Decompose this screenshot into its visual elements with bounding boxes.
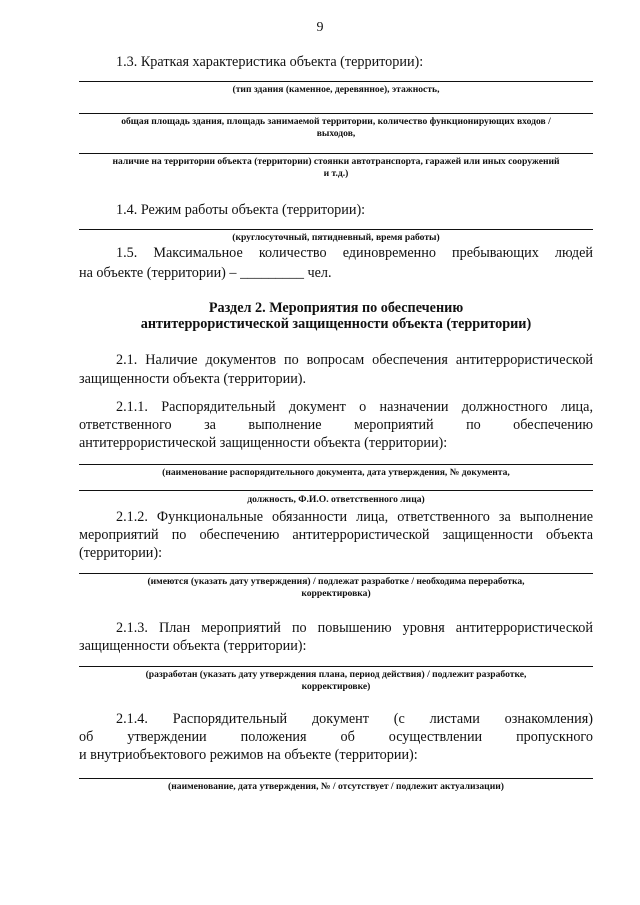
caption-plan-line2: корректировке)	[301, 681, 371, 692]
caption-area-line2: выходов,	[316, 128, 356, 139]
section-2-heading-line2: антитеррористической защищенности объекта (территории)	[140, 316, 532, 332]
caption-duties-line1: (имеются (указать дату утверждения) / подлежат разработке / необходима переработка,	[147, 576, 525, 587]
caption-duties-line2: корректировка)	[301, 588, 371, 599]
fill-line	[79, 229, 593, 230]
caption-work-mode: (круглосуточный, пятидневный, время работы)	[232, 232, 440, 243]
section-2-1-2-line1: 2.1.2. Функциональные обязанности лица, ответственного за выполнение	[116, 509, 593, 525]
section-2-1-3-line1: 2.1.3. План мероприятий по повышению уровня антитеррористической	[116, 620, 593, 636]
fill-line	[79, 153, 593, 154]
section-2-1-4-line2: об утверждении положения об осуществлении пропускного	[79, 729, 593, 745]
caption-order-doc: (наименование распорядительного документа, дата утверждения, № документа,	[162, 467, 510, 478]
section-1-5-line1: 1.5. Максимальное количество единовременно пребывающих людей	[116, 245, 593, 261]
caption-building-type: (тип здания (каменное, деревянное), этажность,	[232, 84, 440, 95]
caption-access-regime: (наименование, дата утверждения, № / отсутствует / подлежит актуализации)	[168, 781, 504, 792]
section-2-1-2-line2: мероприятий по обеспечению антитеррористической защищенности объекта	[79, 527, 593, 543]
fill-line	[79, 573, 593, 574]
fill-line	[79, 113, 593, 114]
section-2-1-line1: 2.1. Наличие документов по вопросам обеспечения антитеррористической	[116, 352, 593, 368]
caption-parking-line2: и т.д.)	[323, 168, 349, 179]
section-2-1-1-line2: ответственного за выполнение мероприятий по обеспечению	[79, 417, 593, 433]
fill-line	[79, 464, 593, 465]
section-2-1-1-line1: 2.1.1. Распорядительный документ о назначении должностного лица,	[116, 399, 593, 415]
section-1-5-line2: на объекте (территории) – _________ чел.	[79, 265, 332, 281]
caption-plan-line1: (разработан (указать дату утверждения плана, период действия) / подлежит разработке,	[145, 669, 527, 680]
section-2-1-3-line2: защищенности объекта (территории):	[79, 638, 307, 654]
section-2-heading-line1: Раздел 2. Мероприятия по обеспечению	[208, 300, 464, 316]
section-2-1-1-line3: антитеррористической защищенности объекта (территории):	[79, 435, 448, 451]
section-1-3-title: 1.3. Краткая характеристика объекта (территории):	[116, 54, 424, 70]
section-2-1-4-line3: и внутриобъектового режимов на объекте (территории):	[79, 747, 418, 763]
fill-line	[79, 778, 593, 779]
caption-area-line1: общая площадь здания, площадь занимаемой территории, количество функционирующих входов /	[121, 116, 551, 127]
section-2-1-line2: защищенности объекта (территории).	[79, 371, 307, 387]
caption-responsible-person: должность, Ф.И.О. ответственного лица)	[247, 494, 425, 505]
fill-line	[79, 666, 593, 667]
page-number: 9	[316, 20, 324, 35]
section-1-4-title: 1.4. Режим работы объекта (территории):	[116, 202, 366, 218]
section-2-1-2-line3: (территории):	[79, 545, 163, 561]
section-2-1-4-line1: 2.1.4. Распорядительный документ (с листами ознакомления)	[116, 711, 593, 727]
fill-line	[79, 490, 593, 491]
caption-parking-line1: наличие на территории объекта (территории) стоянки автотранспорта, гаражей или иных сооружений	[112, 156, 560, 167]
fill-line	[79, 81, 593, 82]
